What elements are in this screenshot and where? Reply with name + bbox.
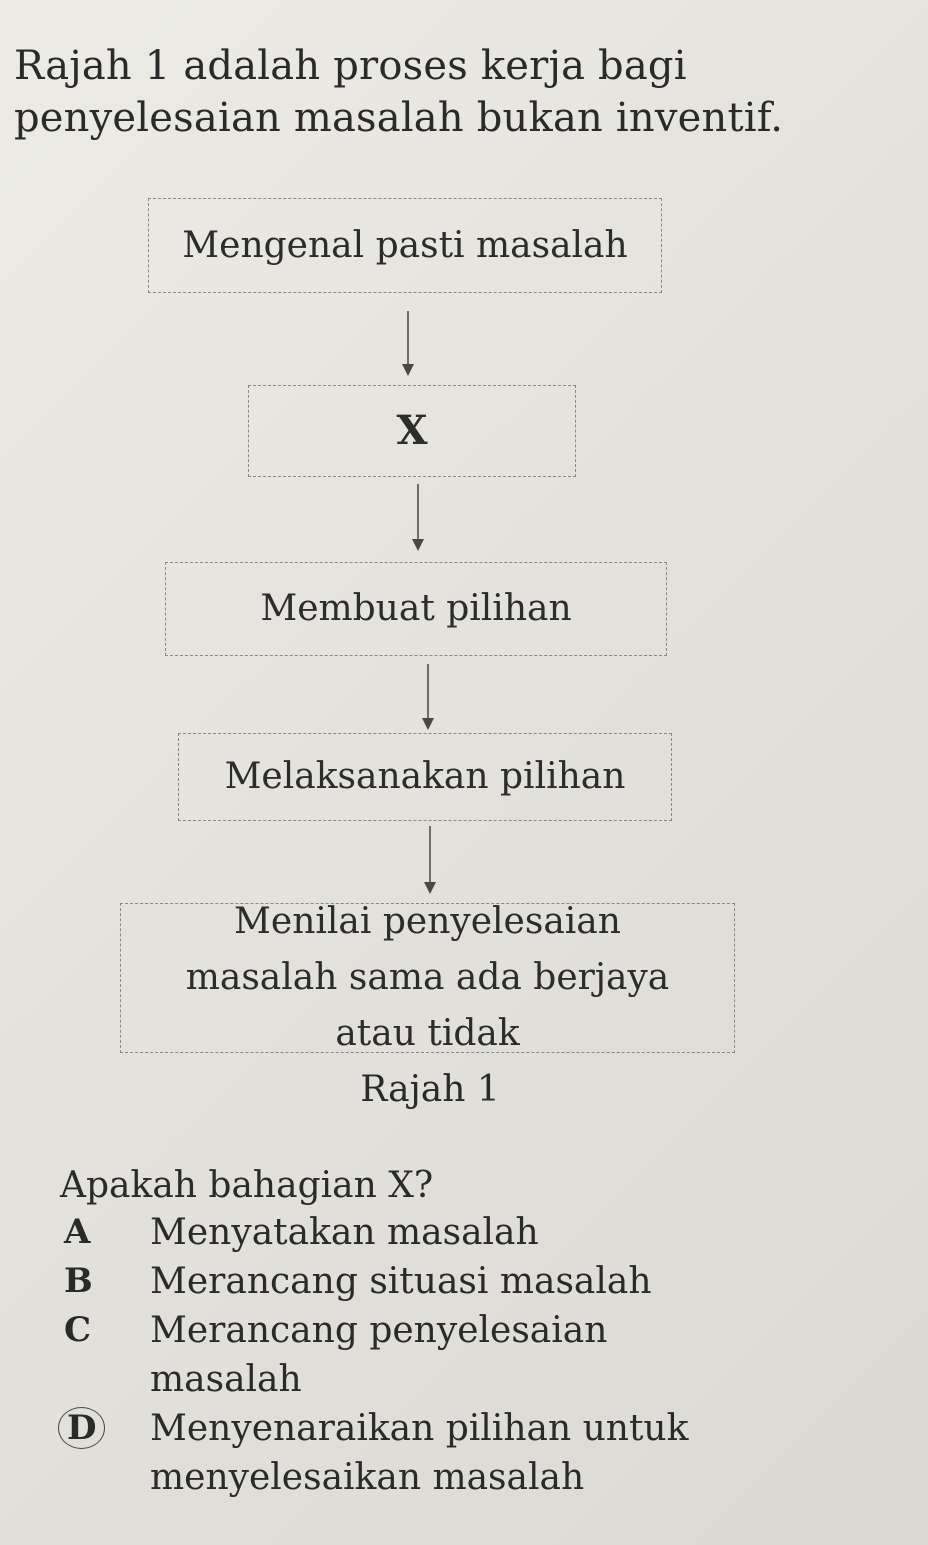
option-letter: B <box>64 1261 93 1301</box>
option-letter-circled <box>60 1404 150 1453</box>
flow-step-identify-problem <box>148 198 662 293</box>
option-text: Menyenaraikan pilihan untuk menyelesaikan masalah <box>150 1408 689 1498</box>
flow-connector <box>407 311 409 365</box>
option-text: Merancang penyelesaian masalah <box>150 1310 608 1400</box>
flow-connector <box>429 826 431 883</box>
flow-connector <box>427 664 429 719</box>
option-text: Merancang situasi masalah <box>150 1261 652 1302</box>
option-d[interactable] <box>60 1404 920 1502</box>
option-letter: C <box>64 1310 92 1350</box>
arrow-down-icon <box>402 364 414 376</box>
option-c[interactable] <box>60 1306 920 1404</box>
answer-options <box>60 1208 920 1502</box>
flow-step-implement-choice <box>178 733 672 821</box>
flow-step-label: X <box>396 407 428 454</box>
option-a[interactable] <box>60 1208 920 1257</box>
flow-step-label: Melaksanakan pilihan <box>224 756 626 797</box>
flow-step-label: Membuat pilihan <box>260 588 572 629</box>
flow-step-make-choice <box>165 562 667 656</box>
flow-step-label: Menilai penyelesaian masalah sama ada berjaya atau tidak <box>185 901 670 1054</box>
question-text: Apakah bahagian X? <box>60 1165 434 1206</box>
arrow-down-icon <box>424 882 436 894</box>
flow-connector <box>417 484 419 540</box>
option-b[interactable] <box>60 1257 920 1306</box>
option-text: Menyatakan masalah <box>150 1212 539 1253</box>
figure-caption: Rajah 1 <box>360 1069 500 1110</box>
option-letter: D <box>58 1407 105 1449</box>
flow-step-evaluate <box>120 903 735 1053</box>
flow-step-x <box>248 385 576 477</box>
flow-step-label: Mengenal pasti masalah <box>182 224 628 266</box>
arrow-down-icon <box>422 718 434 730</box>
intro-text: Rajah 1 adalah proses kerja bagi penyelesaian masalah bukan inventif. <box>14 43 784 141</box>
option-letter: A <box>64 1212 91 1252</box>
arrow-down-icon <box>412 539 424 551</box>
